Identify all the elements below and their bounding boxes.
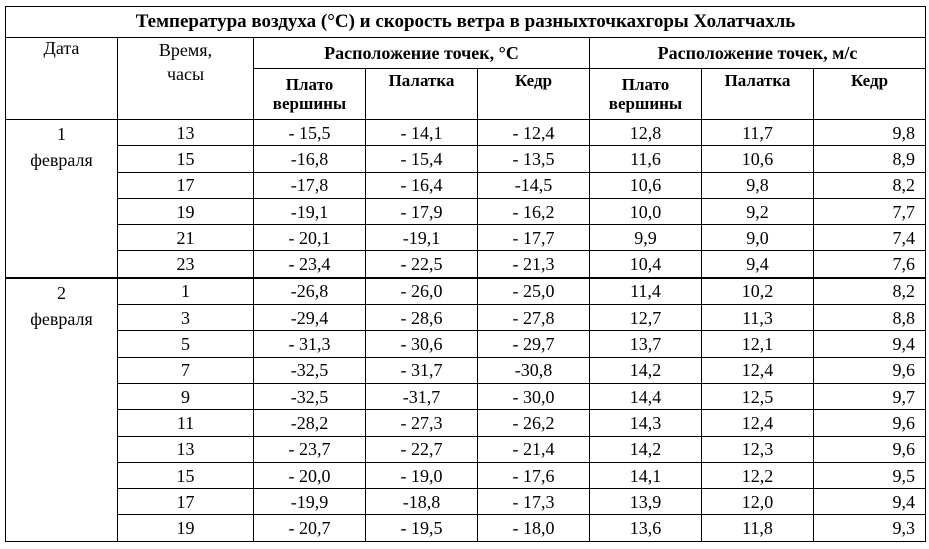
temp-tent-cell: - 27,3: [366, 410, 478, 436]
temp-cedar-cell: - 29,7: [478, 331, 590, 357]
temp-cedar-cell: -30,8: [478, 357, 590, 383]
temp-tent-cell: -31,7: [366, 383, 478, 409]
wind-tent-cell: 12,3: [702, 436, 814, 462]
time-cell: 15: [118, 146, 254, 172]
time-header: Время, часы: [118, 38, 254, 120]
wind-col-tent: Палатка: [702, 69, 814, 120]
temp-col-cedar: Кедр: [478, 69, 590, 120]
wind-plateau-cell: 14,1: [590, 462, 702, 488]
temp-plateau-cell: -19,9: [254, 489, 366, 515]
wind-plateau-cell: 13,6: [590, 515, 702, 541]
time-cell: 19: [118, 515, 254, 541]
wind-cedar-cell: 8,2: [814, 278, 926, 305]
table-row: [6, 383, 926, 409]
wind-plateau-cell: 13,9: [590, 489, 702, 515]
wind-group-header: Расположение точек, м/с: [590, 38, 926, 69]
temp-plateau-cell: -32,5: [254, 357, 366, 383]
temp-plateau-cell: - 31,3: [254, 331, 366, 357]
temp-tent-cell: - 22,7: [366, 436, 478, 462]
temp-cedar-cell: -14,5: [478, 172, 590, 198]
time-cell: 7: [118, 357, 254, 383]
time-cell: 5: [118, 331, 254, 357]
table-row: [6, 331, 926, 357]
temp-tent-cell: - 22,5: [366, 251, 478, 278]
temp-tent-cell: - 14,1: [366, 120, 478, 146]
table-row: [6, 436, 926, 462]
temp-cedar-cell: - 17,6: [478, 462, 590, 488]
temp-tent-cell: -19,1: [366, 225, 478, 251]
table-row: [6, 172, 926, 198]
wind-tent-cell: 9,8: [702, 172, 814, 198]
wind-cedar-cell: 8,9: [814, 146, 926, 172]
time-cell: 3: [118, 305, 254, 331]
temp-plateau-cell: - 15,5: [254, 120, 366, 146]
wind-tent-cell: 12,4: [702, 410, 814, 436]
table-title: Температура воздуха (°С) и скорость ветра в разныхточкахгоры Холатчахль: [6, 7, 926, 38]
temp-tent-cell: - 30,6: [366, 331, 478, 357]
date-cell: [6, 278, 118, 541]
temp-plateau-cell: -29,4: [254, 305, 366, 331]
date-day: 1: [57, 124, 66, 144]
table-row: [6, 305, 926, 331]
table-row: [6, 410, 926, 436]
table-row: [6, 120, 926, 146]
temp-plateau-cell: - 20,0: [254, 462, 366, 488]
weather-table: [5, 6, 926, 542]
wind-tent-cell: 9,0: [702, 225, 814, 251]
temp-cedar-cell: - 12,4: [478, 120, 590, 146]
wind-plateau-cell: 10,4: [590, 251, 702, 278]
temp-plateau-cell: -26,8: [254, 278, 366, 305]
time-cell: 21: [118, 225, 254, 251]
wind-cedar-cell: 9,4: [814, 331, 926, 357]
wind-tent-cell: 12,2: [702, 462, 814, 488]
table-row: [6, 146, 926, 172]
wind-plateau-cell: 14,4: [590, 383, 702, 409]
table-row: [6, 515, 926, 541]
wind-tent-cell: 11,7: [702, 120, 814, 146]
temp-col-tent: Палатка: [366, 69, 478, 120]
temp-tent-cell: - 28,6: [366, 305, 478, 331]
time-cell: 13: [118, 436, 254, 462]
wind-tent-cell: 9,4: [702, 251, 814, 278]
temp-tent-cell: - 16,4: [366, 172, 478, 198]
temp-plateau-cell: - 23,4: [254, 251, 366, 278]
wind-tent-cell: 12,1: [702, 331, 814, 357]
temp-cedar-cell: - 17,3: [478, 489, 590, 515]
temp-cedar-cell: - 21,4: [478, 436, 590, 462]
temp-cedar-cell: - 25,0: [478, 278, 590, 305]
wind-col-plateau: Плато вершины: [590, 69, 702, 120]
temp-tent-cell: - 19,5: [366, 515, 478, 541]
temp-tent-cell: - 31,7: [366, 357, 478, 383]
temp-col-plateau: Плато вершины: [254, 69, 366, 120]
date-month: февраля: [30, 150, 93, 170]
table-row: [6, 198, 926, 224]
table-row: [6, 225, 926, 251]
temp-cedar-cell: - 17,7: [478, 225, 590, 251]
wind-cedar-cell: 8,8: [814, 305, 926, 331]
temp-cedar-cell: - 30,0: [478, 383, 590, 409]
wind-plateau-cell: 14,3: [590, 410, 702, 436]
wind-cedar-cell: 9,6: [814, 436, 926, 462]
wind-cedar-cell: 9,8: [814, 120, 926, 146]
temp-cedar-cell: - 18,0: [478, 515, 590, 541]
time-cell: 11: [118, 410, 254, 436]
wind-col-cedar: Кедр: [814, 69, 926, 120]
wind-plateau-cell: 10,6: [590, 172, 702, 198]
table-row: [6, 462, 926, 488]
wind-tent-cell: 10,2: [702, 278, 814, 305]
wind-plateau-cell: 13,7: [590, 331, 702, 357]
temperature-group-header: Расположение точек, °С: [254, 38, 590, 69]
wind-tent-cell: 9,2: [702, 198, 814, 224]
temp-tent-cell: - 19,0: [366, 462, 478, 488]
date-day: 2: [57, 282, 66, 303]
time-cell: 19: [118, 198, 254, 224]
date-cell: [6, 120, 118, 278]
temp-plateau-cell: -32,5: [254, 383, 366, 409]
table-row: [6, 489, 926, 515]
wind-cedar-cell: 9,6: [814, 357, 926, 383]
wind-plateau-cell: 9,9: [590, 225, 702, 251]
wind-plateau-cell: 12,7: [590, 305, 702, 331]
wind-cedar-cell: 8,2: [814, 172, 926, 198]
time-cell: 23: [118, 251, 254, 278]
wind-plateau-cell: 10,0: [590, 198, 702, 224]
wind-cedar-cell: 9,6: [814, 410, 926, 436]
wind-plateau-cell: 12,8: [590, 120, 702, 146]
temp-plateau-cell: -17,8: [254, 172, 366, 198]
temp-plateau-cell: - 20,1: [254, 225, 366, 251]
date-header: Дата: [6, 38, 118, 120]
table-row: [6, 278, 926, 305]
temp-plateau-cell: -28,2: [254, 410, 366, 436]
time-cell: 15: [118, 462, 254, 488]
wind-cedar-cell: 9,5: [814, 462, 926, 488]
time-cell: 1: [118, 278, 254, 305]
temp-cedar-cell: - 27,8: [478, 305, 590, 331]
wind-plateau-cell: 11,6: [590, 146, 702, 172]
temp-cedar-cell: - 21,3: [478, 251, 590, 278]
table-row: [6, 251, 926, 278]
wind-tent-cell: 12,4: [702, 357, 814, 383]
wind-cedar-cell: 9,3: [814, 515, 926, 541]
wind-tent-cell: 12,5: [702, 383, 814, 409]
table-body: [6, 120, 926, 542]
time-cell: 9: [118, 383, 254, 409]
temp-tent-cell: - 15,4: [366, 146, 478, 172]
temp-plateau-cell: - 20,7: [254, 515, 366, 541]
temp-cedar-cell: - 13,5: [478, 146, 590, 172]
temp-plateau-cell: -19,1: [254, 198, 366, 224]
wind-tent-cell: 12,0: [702, 489, 814, 515]
wind-plateau-cell: 14,2: [590, 357, 702, 383]
wind-cedar-cell: 9,4: [814, 489, 926, 515]
date-month: февраля: [30, 308, 93, 329]
temp-tent-cell: - 26,0: [366, 278, 478, 305]
time-cell: 17: [118, 172, 254, 198]
temp-cedar-cell: - 16,2: [478, 198, 590, 224]
wind-plateau-cell: 14,2: [590, 436, 702, 462]
time-cell: 13: [118, 120, 254, 146]
temp-tent-cell: - 17,9: [366, 198, 478, 224]
wind-cedar-cell: 9,7: [814, 383, 926, 409]
wind-cedar-cell: 7,4: [814, 225, 926, 251]
temp-tent-cell: -18,8: [366, 489, 478, 515]
wind-tent-cell: 11,8: [702, 515, 814, 541]
time-cell: 17: [118, 489, 254, 515]
wind-cedar-cell: 7,6: [814, 251, 926, 278]
wind-tent-cell: 11,3: [702, 305, 814, 331]
table-row: [6, 357, 926, 383]
wind-tent-cell: 10,6: [702, 146, 814, 172]
temp-plateau-cell: - 23,7: [254, 436, 366, 462]
temp-cedar-cell: - 26,2: [478, 410, 590, 436]
temp-plateau-cell: -16,8: [254, 146, 366, 172]
wind-cedar-cell: 7,7: [814, 198, 926, 224]
wind-plateau-cell: 11,4: [590, 278, 702, 305]
